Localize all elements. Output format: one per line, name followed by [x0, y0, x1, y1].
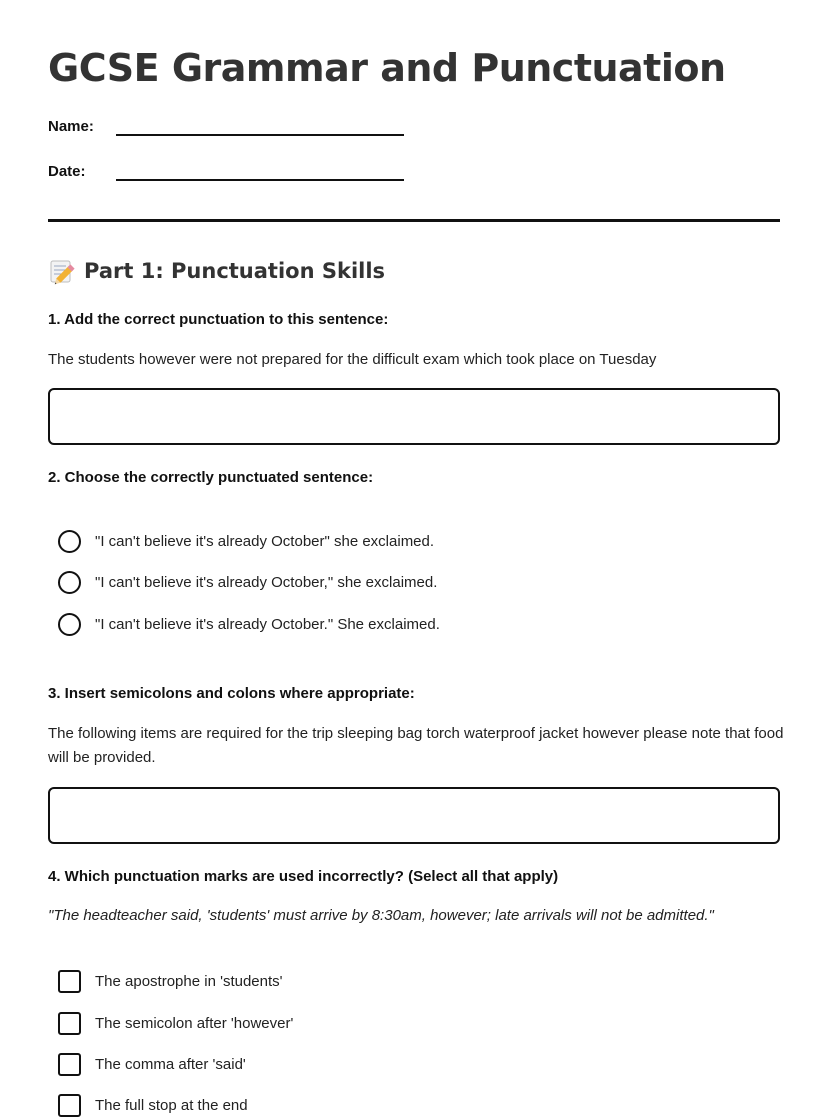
- radio-button[interactable]: [58, 613, 81, 636]
- question-3-sentence: The following items are required for the trip sleeping bag torch waterproof jacket however please note that food will be provided.: [48, 725, 784, 766]
- name-label: Name:: [48, 118, 94, 135]
- radio-button[interactable]: [58, 530, 81, 553]
- question-1-answer-box[interactable]: [48, 388, 780, 445]
- radio-button[interactable]: [58, 571, 81, 594]
- question-4-title: 4. Which punctuation marks are used incorrectly? (Select all that apply): [48, 868, 559, 885]
- date-label: Date:: [48, 163, 86, 180]
- option-label: The full stop at the end: [95, 1097, 248, 1114]
- question-2-title: 2. Choose the correctly punctuated sentence:: [48, 469, 374, 486]
- checkbox[interactable]: [58, 1053, 81, 1076]
- question-3-title: 3. Insert semicolons and colons where appropriate:: [48, 685, 415, 702]
- question-4-option-4[interactable]: [58, 1094, 248, 1117]
- question-4-quote: "The headteacher said, 'students' must arrive by 8:30am, however; late arrivals will not be admitted.": [48, 907, 714, 924]
- question-1-sentence: The students however were not prepared for the difficult exam which took place on Tuesday: [48, 351, 657, 368]
- option-label: The apostrophe in 'students': [95, 973, 283, 990]
- header-divider: [48, 219, 780, 222]
- option-label: The semicolon after 'however': [95, 1015, 294, 1032]
- option-label: "I can't believe it's already October." She exclaimed.: [95, 616, 440, 633]
- section-heading: [48, 257, 385, 285]
- question-4-option-3[interactable]: [58, 1053, 246, 1076]
- question-3-answer-box[interactable]: [48, 787, 780, 844]
- question-2-option-3[interactable]: [58, 613, 440, 636]
- question-4-option-2[interactable]: [58, 1012, 293, 1035]
- memo-icon: [48, 257, 76, 285]
- question-1-title: 1. Add the correct punctuation to this sentence:: [48, 311, 389, 328]
- option-label: "I can't believe it's already October," she exclaimed.: [95, 574, 438, 591]
- option-label: "I can't believe it's already October" she exclaimed.: [95, 533, 435, 550]
- question-4-option-1[interactable]: [58, 970, 283, 993]
- date-field[interactable]: [116, 159, 404, 181]
- checkbox[interactable]: [58, 1094, 81, 1117]
- option-label: The comma after 'said': [95, 1056, 246, 1073]
- checkbox[interactable]: [58, 970, 81, 993]
- checkbox[interactable]: [58, 1012, 81, 1035]
- section-title: Part 1: Punctuation Skills: [84, 259, 386, 283]
- name-field[interactable]: [116, 114, 404, 136]
- question-2-option-2[interactable]: [58, 571, 437, 594]
- page-title: GCSE Grammar and Punctuation: [48, 46, 726, 90]
- question-2-option-1[interactable]: [58, 530, 434, 553]
